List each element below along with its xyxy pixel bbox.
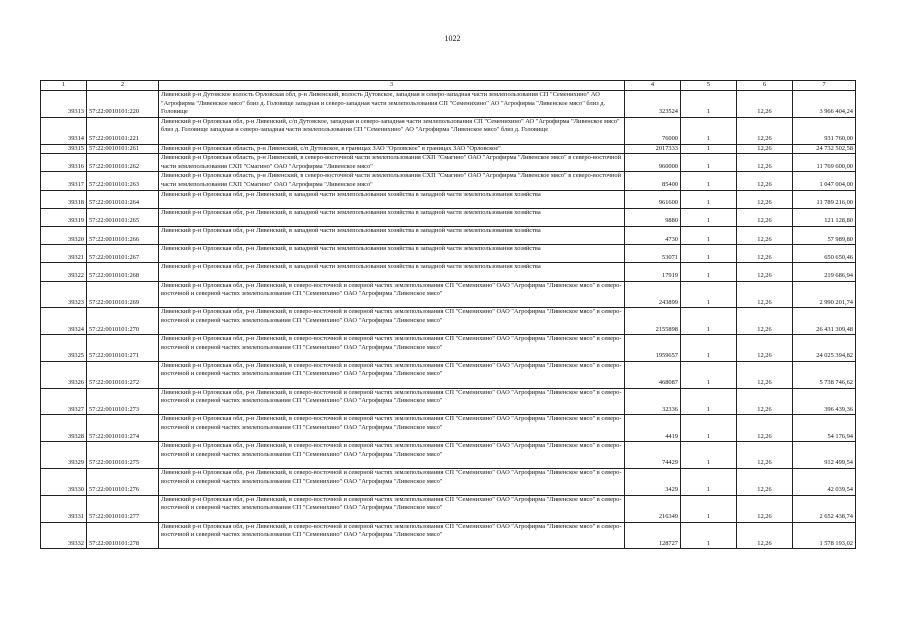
rate-value: 12,26 — [737, 154, 793, 172]
cadastral-value: 11 769 600,00 — [793, 154, 856, 172]
table-row — [41, 361, 856, 388]
row-number: 39315 — [41, 144, 87, 154]
table-row — [41, 469, 856, 496]
cadastral-number: 57:22:0010101:267 — [87, 245, 159, 263]
rate-value: 12,26 — [737, 144, 793, 154]
count-value: 1 — [681, 144, 737, 154]
area-value: 74429 — [625, 442, 681, 469]
count-value: 1 — [681, 208, 737, 226]
cadastral-value: 121 128,80 — [793, 208, 856, 226]
cadastral-number: 57:22:0010101:277 — [87, 495, 159, 522]
table-row — [41, 522, 856, 549]
area-value: 17919 — [625, 263, 681, 281]
row-number: 39322 — [41, 263, 87, 281]
location-description: Ливенский р-н Орловская обл, р-н Ливенский, в западной части землепользования хозяйства в западной части землепользования хозяйства — [159, 208, 625, 226]
row-number: 39316 — [41, 154, 87, 172]
table-row — [41, 144, 856, 154]
row-number: 39332 — [41, 522, 87, 549]
cadastral-value: 3 966 404,24 — [793, 91, 856, 118]
area-value: 2155898 — [625, 308, 681, 335]
rate-value: 12,26 — [737, 469, 793, 496]
count-value: 1 — [681, 245, 737, 263]
cadastral-value: 2 652 438,74 — [793, 495, 856, 522]
count-value: 1 — [681, 190, 737, 208]
cadastral-value: 54 176,94 — [793, 415, 856, 442]
area-value: 128727 — [625, 522, 681, 549]
location-description: Ливенский р-н Орловская обл, р-н Ливенский, в северо-восточной и северной частях землепользования СП "Семенихино" ОАО "Агрофирма "Ливенское мясо" в северо-восточной и северной частях землепользования СП "Семенихино" ОАО "Агрофирма "Ливенское мясо" — [159, 335, 625, 362]
rate-value: 12,26 — [737, 388, 793, 415]
header-cell: 4 — [625, 81, 681, 91]
count-value: 1 — [681, 117, 737, 144]
location-description: Ливенский р-н Орловская обл, р-н Ливенский, в западной части землепользования хозяйства в западной части землепользования хозяйства — [159, 226, 625, 244]
row-number: 39321 — [41, 245, 87, 263]
table-body — [41, 91, 856, 549]
rate-value: 12,26 — [737, 245, 793, 263]
table-row — [41, 335, 856, 362]
location-description: Ливенский р-н Орловская область, р-н Ливенский, с/п Дутовское, в границах ЗАО "Орловское" в границах ЗАО "Орловское" — [159, 144, 625, 154]
header-cell: 2 — [87, 81, 159, 91]
row-number: 39320 — [41, 226, 87, 244]
rate-value: 12,26 — [737, 91, 793, 118]
cadastral-number: 57:22:0010101:276 — [87, 469, 159, 496]
count-value: 1 — [681, 335, 737, 362]
location-description: Ливенский р-н Орловская обл, р-н Ливенский, в западной части землепользования хозяйства в западной части землепользования хозяйства — [159, 263, 625, 281]
count-value: 1 — [681, 91, 737, 118]
table-row — [41, 281, 856, 308]
area-value: 4730 — [625, 226, 681, 244]
location-description: Ливенский р-н Орловская обл, р-н Ливенский, в северо-восточной и северной частях землепользования СП "Семенихино" ОАО "Агрофирма "Ливенское мясо" в северо-восточной и северной частях землепользования СП "Семенихино" ОАО "Агрофирма "Ливенское мясо" — [159, 522, 625, 549]
location-description: Ливенский р-н Орловская обл, р-н Ливенский, в северо-восточной и северной частях землепользования СП "Семенихино" ОАО "Агрофирма "Ливенское мясо" в северо-восточной и северной частях землепользования СП "Семенихино" ОАО "Агрофирма "Ливенское мясо" — [159, 415, 625, 442]
rate-value: 12,26 — [737, 415, 793, 442]
table-row — [41, 117, 856, 144]
count-value: 1 — [681, 469, 737, 496]
header-cell: 3 — [159, 81, 625, 91]
rate-value: 12,26 — [737, 361, 793, 388]
table-row — [41, 388, 856, 415]
cadastral-number: 57:22:0010101:272 — [87, 361, 159, 388]
area-value: 961600 — [625, 190, 681, 208]
count-value: 1 — [681, 172, 737, 190]
area-value: 76000 — [625, 117, 681, 144]
cadastral-number: 57:22:0010101:262 — [87, 154, 159, 172]
area-value: 9880 — [625, 208, 681, 226]
area-value: 3429 — [625, 469, 681, 496]
header-cell: 5 — [681, 81, 737, 91]
area-value: 4419 — [625, 415, 681, 442]
row-number: 39326 — [41, 361, 87, 388]
area-value: 2017333 — [625, 144, 681, 154]
location-description: Ливенский р-н Орловская обл, р-н Ливенский, в северо-восточной и северной частях землепользования СП "Семенихино" ОАО "Агрофирма "Ливенское мясо" в северо-восточной и северной частях землепользования СП "Семенихино" ОАО "Агрофирма "Ливенское мясо" — [159, 442, 625, 469]
rate-value: 12,26 — [737, 335, 793, 362]
cadastral-number: 57:22:0010101:220 — [87, 91, 159, 118]
row-number: 39329 — [41, 442, 87, 469]
rate-value: 12,26 — [737, 522, 793, 549]
page-number: 1022 — [444, 34, 461, 43]
table-row — [41, 495, 856, 522]
location-description: Ливенский р-н Орловская обл, р-н Ливенский, в северо-восточной и северной частях землепользования СП "Семенихино" ОАО "Агрофирма "Ливенское мясо" в северо-восточной и северной частях землепользования СП "Семенихино" ОАО "Агрофирма "Ливенское мясо" — [159, 308, 625, 335]
cadastral-value: 24 025 394,82 — [793, 335, 856, 362]
cadastral-value: 650 650,46 — [793, 245, 856, 263]
rate-value: 12,26 — [737, 117, 793, 144]
count-value: 1 — [681, 154, 737, 172]
cadastral-value: 1 578 193,02 — [793, 522, 856, 549]
location-description: Ливенский р-н Орловская область, р-н Ливенский, в северо-восточной части землепользования СХП "Смагино" ОАО "Агрофирма "Ливенское мясо" в северо-восточной части землепользования СХП "Смагино" ОАО "Агрофирма "Ливенское мясо" — [159, 172, 625, 190]
cadastral-number: 57:22:0010101:221 — [87, 117, 159, 144]
cadastral-value: 5 738 746,62 — [793, 361, 856, 388]
row-number: 39327 — [41, 388, 87, 415]
row-number: 39319 — [41, 208, 87, 226]
cadastral-number: 57:22:0010101:278 — [87, 522, 159, 549]
row-number: 39314 — [41, 117, 87, 144]
rate-value: 12,26 — [737, 495, 793, 522]
location-description: Ливенский р-н Орловская обл, р-н Ливенский, в северо-восточной и северной частях землепользования СП "Семенихино" ОАО "Агрофирма "Ливенское мясо" в северо-восточной и северной частях землепользования СП "Семенихино" ОАО "Агрофирма "Ливенское мясо" — [159, 281, 625, 308]
cadastral-number: 57:22:0010101:270 — [87, 308, 159, 335]
area-value: 32336 — [625, 388, 681, 415]
cadastral-number: 57:22:0010101:273 — [87, 388, 159, 415]
header-cell: 7 — [793, 81, 856, 91]
location-description: Ливенский р-н Орловская обл, р-н Ливенский, в северо-восточной и северной частях землепользования СП "Семенихино" ОАО "Агрофирма "Ливенское мясо" в северо-восточной и северной частях землепользования СП "Семенихино" ОАО "Агрофирма "Ливенское мясо" — [159, 388, 625, 415]
row-number: 39324 — [41, 308, 87, 335]
cadastral-value: 11 789 216,00 — [793, 190, 856, 208]
count-value: 1 — [681, 495, 737, 522]
rate-value: 12,26 — [737, 172, 793, 190]
rate-value: 12,26 — [737, 208, 793, 226]
row-number: 39313 — [41, 91, 87, 118]
row-number: 39323 — [41, 281, 87, 308]
header-row — [41, 81, 856, 91]
row-number: 39317 — [41, 172, 87, 190]
location-description: Ливенский р-н Орловская обл, р-н Ливенский, в западной части землепользования хозяйства в западной части землепользования хозяйства — [159, 190, 625, 208]
cadastral-value: 219 686,94 — [793, 263, 856, 281]
row-number: 39325 — [41, 335, 87, 362]
area-value: 323524 — [625, 91, 681, 118]
cadastral-value: 396 439,36 — [793, 388, 856, 415]
table-row — [41, 172, 856, 190]
count-value: 1 — [681, 388, 737, 415]
cadastral-number: 57:22:0010101:261 — [87, 144, 159, 154]
table-row — [41, 154, 856, 172]
table-row — [41, 208, 856, 226]
rate-value: 12,26 — [737, 190, 793, 208]
cadastral-value: 26 431 309,48 — [793, 308, 856, 335]
cadastral-number: 57:22:0010101:265 — [87, 208, 159, 226]
table-row — [41, 442, 856, 469]
count-value: 1 — [681, 281, 737, 308]
count-value: 1 — [681, 415, 737, 442]
table-row — [41, 245, 856, 263]
registry-table — [40, 80, 856, 549]
rate-value: 12,26 — [737, 442, 793, 469]
count-value: 1 — [681, 522, 737, 549]
rate-value: 12,26 — [737, 226, 793, 244]
location-description: Ливенский р-н Орловская обл, р-н Ливенский, в северо-восточной и северной частях землепользования СП "Семенихино" ОАО "Агрофирма "Ливенское мясо" в северо-восточной и северной частях землепользования СП "Семенихино" ОАО "Агрофирма "Ливенское мясо" — [159, 495, 625, 522]
count-value: 1 — [681, 263, 737, 281]
cadastral-number: 57:22:0010101:266 — [87, 226, 159, 244]
cadastral-number: 57:22:0010101:274 — [87, 415, 159, 442]
rate-value: 12,26 — [737, 281, 793, 308]
count-value: 1 — [681, 361, 737, 388]
cadastral-value: 2 990 201,74 — [793, 281, 856, 308]
rate-value: 12,26 — [737, 308, 793, 335]
cadastral-number: 57:22:0010101:269 — [87, 281, 159, 308]
location-description: Ливенский р-н Орловская обл, р-н Ливенский, с/п Дутовское, западная и северо-западная части землепользования СП "Семенихино" АО "Агрофирма "Ливенское мясо" близ д. Головище западная и северо-западная части землепользования СП "Семенихино" АО "Агрофирма "Ливенское мясо" близ д. Головище — [159, 117, 625, 144]
cadastral-number: 57:22:0010101:275 — [87, 442, 159, 469]
row-number: 39318 — [41, 190, 87, 208]
area-value: 468087 — [625, 361, 681, 388]
location-description: Ливенский р-н Орловская обл, р-н Ливенский, в западной части землепользования хозяйства в западной части землепользования хозяйства — [159, 245, 625, 263]
location-description: Ливенский р-н Орловская обл, р-н Ливенский, в северо-восточной и северной частях землепользования СП "Семенихино" ОАО "Агрофирма "Ливенское мясо" в северо-восточной и северной частях землепользования СП "Семенихино" ОАО "Агрофирма "Ливенское мясо" — [159, 361, 625, 388]
area-value: 960000 — [625, 154, 681, 172]
table-row — [41, 226, 856, 244]
count-value: 1 — [681, 442, 737, 469]
cadastral-number: 57:22:0010101:263 — [87, 172, 159, 190]
area-value: 1959657 — [625, 335, 681, 362]
location-description: Ливенский р-н Орловская обл, р-н Ливенский, в северо-восточной и северной частях землепользования СП "Семенихино" ОАО "Агрофирма "Ливенское мясо" в северо-восточной и северной частях землепользования СП "Семенихино" ОАО "Агрофирма "Ливенское мясо" — [159, 469, 625, 496]
cadastral-number: 57:22:0010101:268 — [87, 263, 159, 281]
location-description: Ливенский р-н Орловская область, р-н Ливенский, в северо-восточной части землепользования СХП "Смагино" ОАО "Агрофирма "Ливенское мясо" в северо-восточной части землепользования СХП "Смагино" ОАО "Агрофирма "Ливенское мясо" — [159, 154, 625, 172]
area-value: 53071 — [625, 245, 681, 263]
table-row — [41, 415, 856, 442]
table-row — [41, 308, 856, 335]
cadastral-number: 57:22:0010101:271 — [87, 335, 159, 362]
cadastral-value: 1 047 004,00 — [793, 172, 856, 190]
cadastral-value: 931 760,00 — [793, 117, 856, 144]
area-value: 85400 — [625, 172, 681, 190]
cadastral-value: 57 989,80 — [793, 226, 856, 244]
header-cell: 1 — [41, 81, 87, 91]
row-number: 39331 — [41, 495, 87, 522]
row-number: 39328 — [41, 415, 87, 442]
cadastral-value: 912 499,54 — [793, 442, 856, 469]
count-value: 1 — [681, 226, 737, 244]
cadastral-number: 57:22:0010101:264 — [87, 190, 159, 208]
table-row — [41, 190, 856, 208]
area-value: 243899 — [625, 281, 681, 308]
cadastral-value: 24 732 502,58 — [793, 144, 856, 154]
header-cell: 6 — [737, 81, 793, 91]
row-number: 39330 — [41, 469, 87, 496]
area-value: 216349 — [625, 495, 681, 522]
location-description: Ливенский р-н Дутовское волость Орловская обл, р-н Ливенский, волость Дутовское, западная и северо-западная части землепользования СП "Семенихино" АО "Агрофирма "Ливенское мясо" близ д. Головище западная и северо-западная части землепользования СП "Семенихино" АО "Агрофирма "Ливенское мясо" близ д. Головище — [159, 91, 625, 118]
rate-value: 12,26 — [737, 263, 793, 281]
count-value: 1 — [681, 308, 737, 335]
table-row — [41, 263, 856, 281]
table-row — [41, 91, 856, 118]
cadastral-value: 42 039,54 — [793, 469, 856, 496]
